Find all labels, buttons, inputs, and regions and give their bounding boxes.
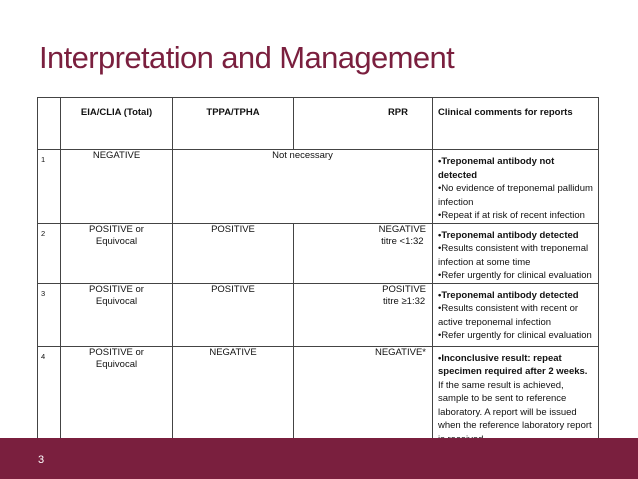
row-number: 2 [38,223,61,283]
rpr-line: NEGATIVE [378,223,426,235]
table-header-row [38,98,599,150]
slide-title: Interpretation and Management [39,40,455,75]
rpr-line: NEGATIVE* [374,346,426,358]
clinical-comment [433,283,599,346]
eia-line: POSITIVE or [89,346,144,358]
comment-line: •Results consistent with treponemal infection at some time [438,243,589,268]
comment-bold: •Treponemal antibody detected [438,229,579,241]
eia-result [61,283,173,346]
tppa-rpr-merged: Not necessary [173,150,433,224]
eia-line: POSITIVE or [89,223,144,235]
clinical-comment [433,150,599,224]
comment-line: •Refer urgently for clinical evaluation [438,270,592,281]
row-number: 4 [38,346,61,447]
comment-line: •Results consistent with recent or active treponemal infection [438,303,579,328]
rpr-result [294,223,433,283]
tppa-result: POSITIVE [173,283,294,346]
table-row [38,150,599,224]
header-rpr: RPR [294,98,433,150]
rpr-result [294,346,433,447]
comment-bold: •Treponemal antibody detected [438,289,579,301]
header-num [38,98,61,150]
interpretation-table [37,97,599,447]
rpr-titre: titre <1:32 [381,235,424,247]
table-row [38,223,599,283]
eia-result [61,346,173,447]
eia-result [61,223,173,283]
tppa-result: NEGATIVE [173,346,294,447]
footer-bar [0,438,638,479]
rpr-titre: titre ≥1:32 [382,295,426,307]
slide-number: 3 [38,454,45,466]
comment-line: •Repeat if at risk of recent infection [438,210,585,221]
table-row [38,283,599,346]
header-clinical-comments: Clinical comments for reports [433,98,599,150]
tppa-result: POSITIVE [173,223,294,283]
rpr-line: POSITIVE [382,283,426,295]
comment-line: •No evidence of treponemal pallidum infection [438,183,593,208]
eia-result: NEGATIVE [61,150,173,224]
comment-line: •Refer urgently for clinical evaluation [438,330,592,341]
row-number: 1 [38,150,61,224]
table-row [38,346,599,447]
comment-bold: •Treponemal antibody not detected [438,156,555,181]
eia-line: Equivocal [95,358,138,370]
eia-line: Equivocal [95,295,138,307]
clinical-comment [433,223,599,283]
rpr-result [294,283,433,346]
header-tppa-tpha: TPPA/TPHA [173,98,294,150]
clinical-comment [433,346,599,447]
eia-line: POSITIVE or [89,283,144,295]
header-eia-clia: EIA/CLIA (Total) [61,98,173,150]
comment-line: If the same result is achieved, sample to be sent to reference laboratory. A report will be issued when the reference laboratory report [438,379,592,431]
row-number: 3 [38,283,61,346]
eia-line: Equivocal [95,235,138,247]
comment-bold: •Inconclusive result: repeat specimen required after 2 weeks. [438,352,588,377]
